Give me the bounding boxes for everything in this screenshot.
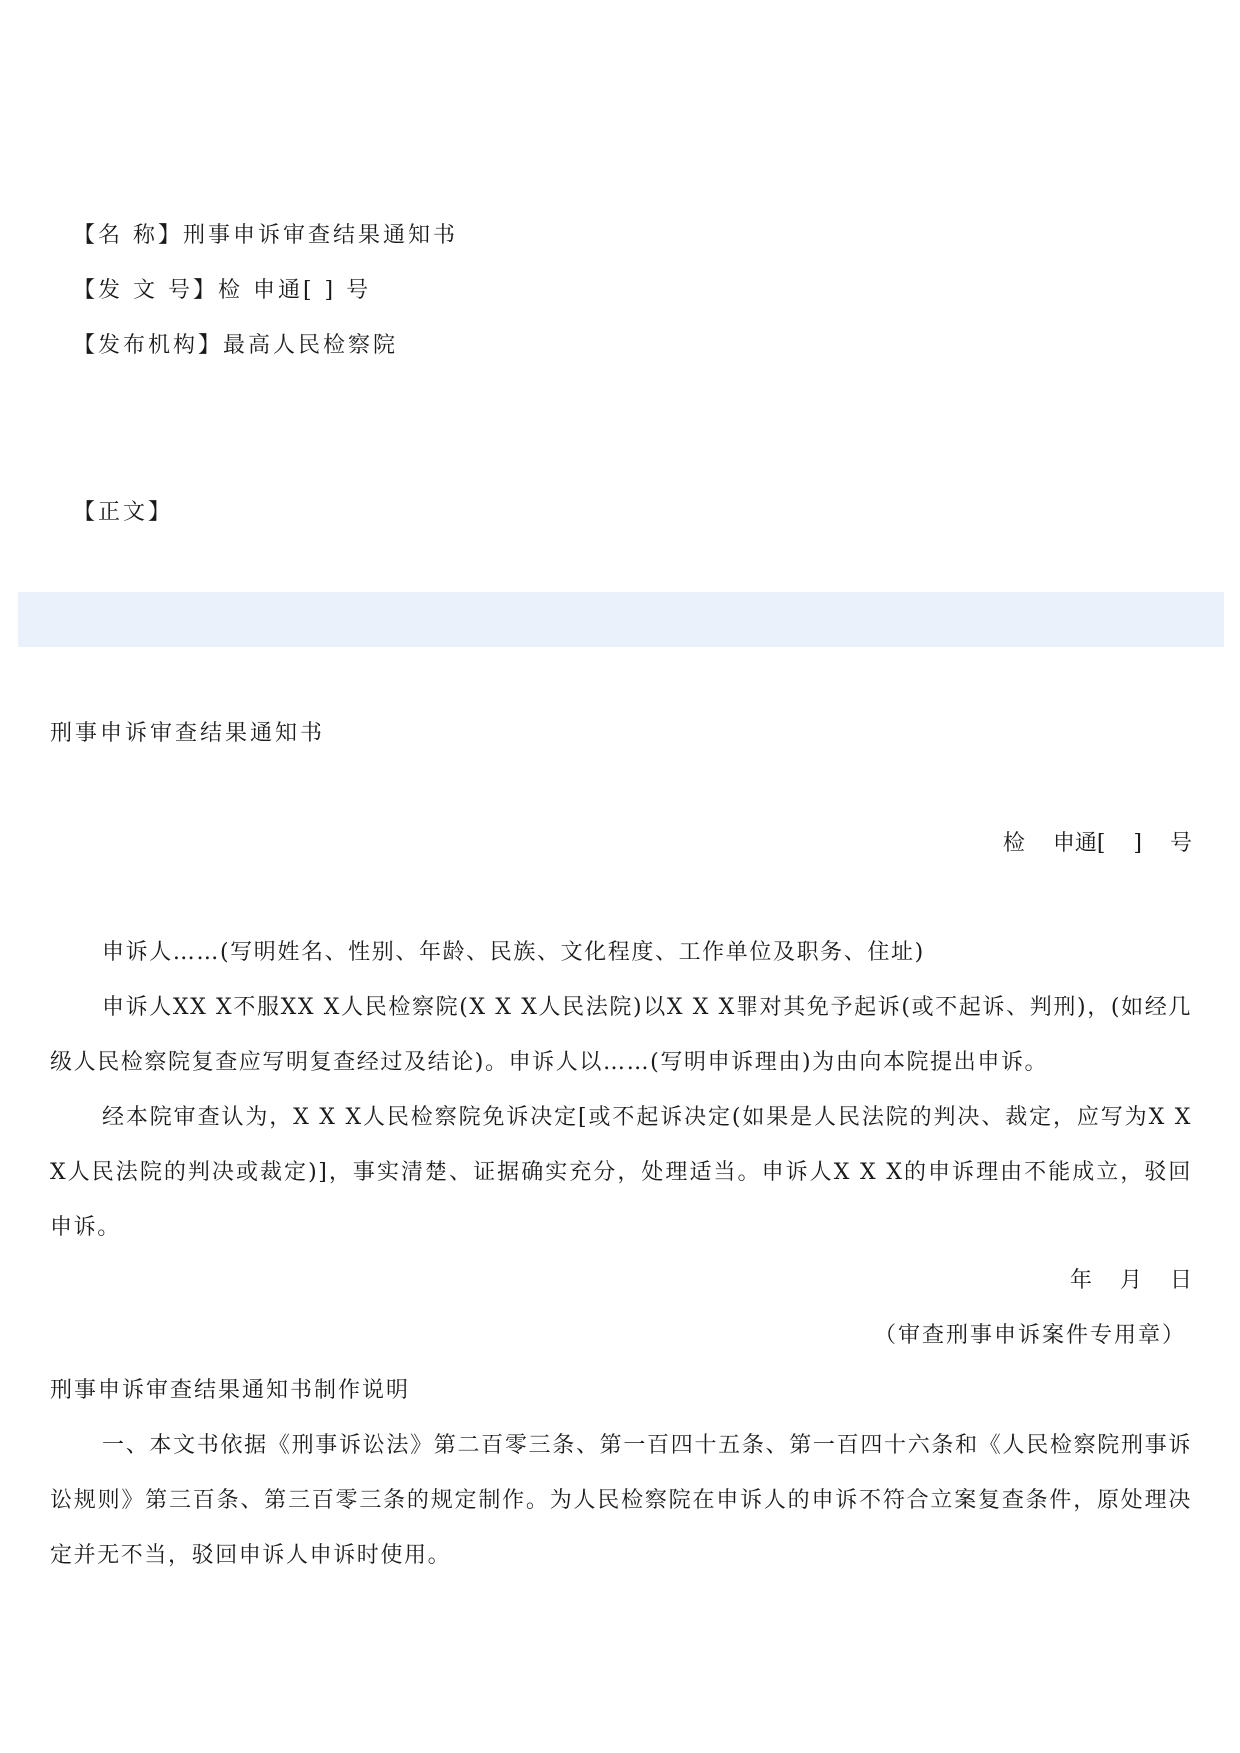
explanation-paragraph: 一、本文书依据《刑事诉讼法》第二百零三条、第一百四十五条、第一百四十六条和《人民检察院刑事诉讼规则》第三百条、第三百零三条的规定制作。为人民检察院在申诉人的申诉不符合立案复查条件，原处理决定并无不当，驳回申诉人申诉时使用。 (50, 1433, 1192, 1568)
date-line: 年 月 日 (1070, 1268, 1192, 1293)
body-paragraph: 申诉人……(写明姓名、性别、年龄、民族、文化程度、工作单位及职务、住址) (102, 940, 925, 965)
explanation-body (50, 1418, 1192, 1583)
seal-line: （审查刑事申诉案件专用章） (873, 1323, 1186, 1348)
explanation-title: 刑事申诉审查结果通知书制作说明 (50, 1378, 411, 1403)
meta-docno-line: 【发 文 号】检 申通[ ] 号 (73, 278, 372, 303)
meta-publisher-line: 【发布机构】最高人民检察院 (73, 333, 399, 358)
body-paragraph: 经本院审查认为，X X X人民检察院免诉决定[或不起诉决定(如果是人民法院的判决、裁定，应写为X X X人民法院的判决或裁定)]，事实清楚、证据确实充分，处理适当。申诉人X X X的申诉理由不能成立，驳回申诉。 (50, 1105, 1192, 1240)
document-body (50, 925, 1192, 1255)
meta-name-line: 【名 称】刑事申诉审查结果通知书 (73, 223, 458, 248)
body-heading: 【正文】 (73, 500, 174, 525)
document-title: 刑事申诉审查结果通知书 (50, 721, 326, 746)
section-divider-band (18, 592, 1224, 647)
document-number: 检 申通[ ] 号 (1002, 831, 1192, 856)
body-paragraph: 申诉人XX X不服XX X人民检察院(X X X人民法院)以X X X罪对其免予起诉(或不起诉、判刑)，(如经几级人民检察院复查应写明复查经过及结论)。申诉人以……(写明申诉理由)为由向本院提出申诉。 (50, 995, 1192, 1075)
